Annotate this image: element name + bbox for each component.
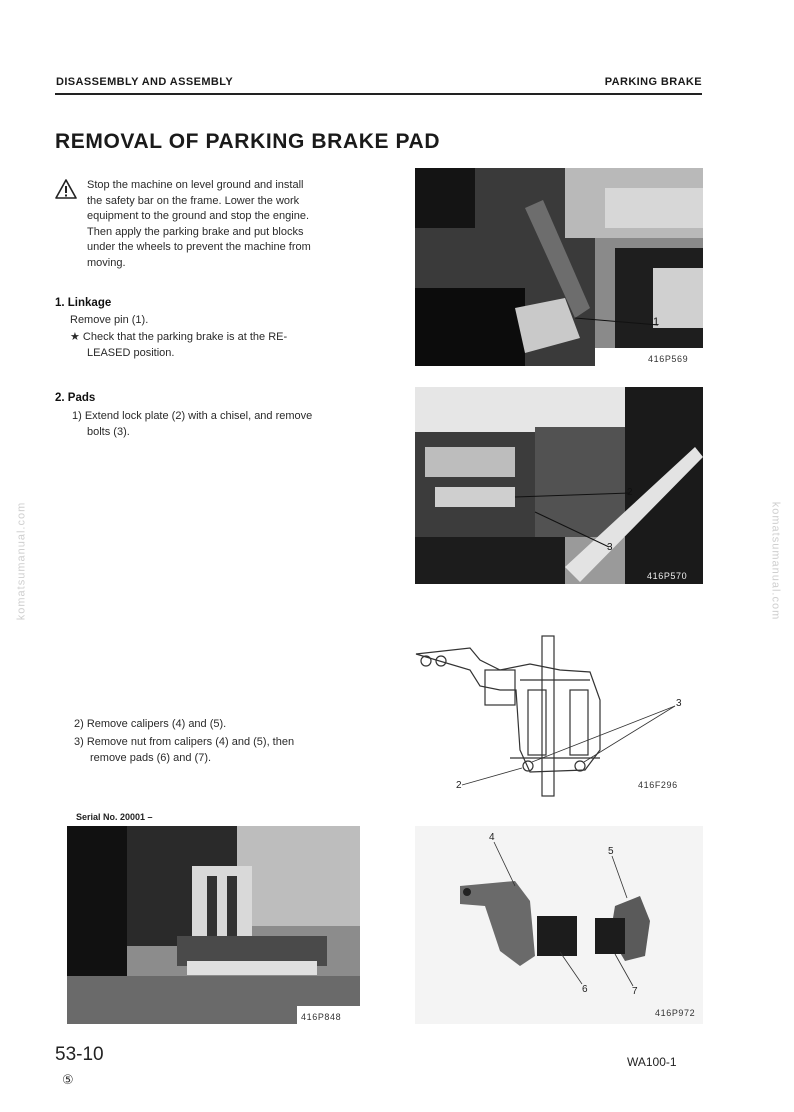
- serial-number-label: Serial No. 20001 –: [76, 812, 153, 822]
- header-rule: [55, 93, 702, 95]
- step-extend-lock-plate: 1) Extend lock plate (2) with a chisel, and remove: [72, 410, 313, 422]
- step-remove-pin: Remove pin (1).: [70, 314, 149, 326]
- section-heading-pads: 2. Pads: [55, 392, 96, 404]
- photo-lock-plate: [415, 387, 703, 584]
- document-code: WA100-1: [627, 1055, 677, 1069]
- fig2-callout-3: 3: [607, 542, 613, 553]
- fig2-callout-2: 2: [627, 487, 633, 498]
- fig5-callout-7: 7: [632, 986, 638, 997]
- page-title: REMOVAL OF PARKING BRAKE PAD: [55, 130, 441, 153]
- note-check-release: ★ Check that the parking brake is at the RE-: [70, 331, 288, 343]
- watermark-left: komatsumanual.com: [15, 501, 28, 621]
- fig3-callout-2: 2: [456, 780, 462, 791]
- step-remove-nut: 3) Remove nut from calipers (4) and (5), then: [74, 736, 295, 748]
- warning-line: under the wheels to prevent the machine from: [87, 241, 311, 253]
- photo-calipers-pads: [415, 826, 703, 1024]
- photo-caliper: [67, 826, 360, 1024]
- warning-line: the safety bar on the frame. Lower the work: [87, 194, 300, 207]
- fig3-callout-3: 3: [676, 698, 682, 709]
- step-remove-calipers: 2) Remove calipers (4) and (5).: [74, 718, 227, 730]
- section-heading-linkage: 1. Linkage: [55, 297, 112, 309]
- photo-linkage: [415, 168, 703, 366]
- warning-line: Then apply the parking brake and put blocks: [87, 225, 304, 238]
- watermark-right: komatsumanual.com: [769, 501, 782, 621]
- note-check-release-cont: LEASED position.: [87, 347, 175, 359]
- step-remove-nut-cont: remove pads (6) and (7).: [90, 752, 212, 764]
- fig5-callout-5: 5: [608, 846, 614, 857]
- warning-line: moving.: [87, 256, 126, 269]
- warning-block: [55, 178, 365, 271]
- warning-line: Stop the machine on level ground and install: [87, 179, 304, 191]
- fig3-code: 416F296: [638, 780, 678, 790]
- fig4-code: 416P848: [301, 1012, 342, 1022]
- diagram-caliper: [410, 630, 704, 800]
- fig5-callout-4: 4: [489, 832, 495, 843]
- fig5-code: 416P972: [655, 1008, 696, 1018]
- fig2-code: 416P570: [647, 571, 688, 581]
- step-extend-lock-plate-cont: bolts (3).: [87, 426, 130, 438]
- header-topic: PARKING BRAKE: [604, 76, 702, 88]
- fig5-callout-6: 6: [582, 984, 588, 995]
- revision-mark: ⑤: [62, 1072, 74, 1087]
- page-number: 53-10: [55, 1044, 104, 1065]
- warning-line: equipment to the ground and stop the engine.: [87, 210, 310, 222]
- warning-triangle-icon: [55, 179, 77, 199]
- fig1-code: 416P569: [648, 354, 689, 364]
- header-section-title: DISASSEMBLY AND ASSEMBLY: [56, 76, 234, 88]
- fig1-callout-1: 1: [653, 316, 660, 328]
